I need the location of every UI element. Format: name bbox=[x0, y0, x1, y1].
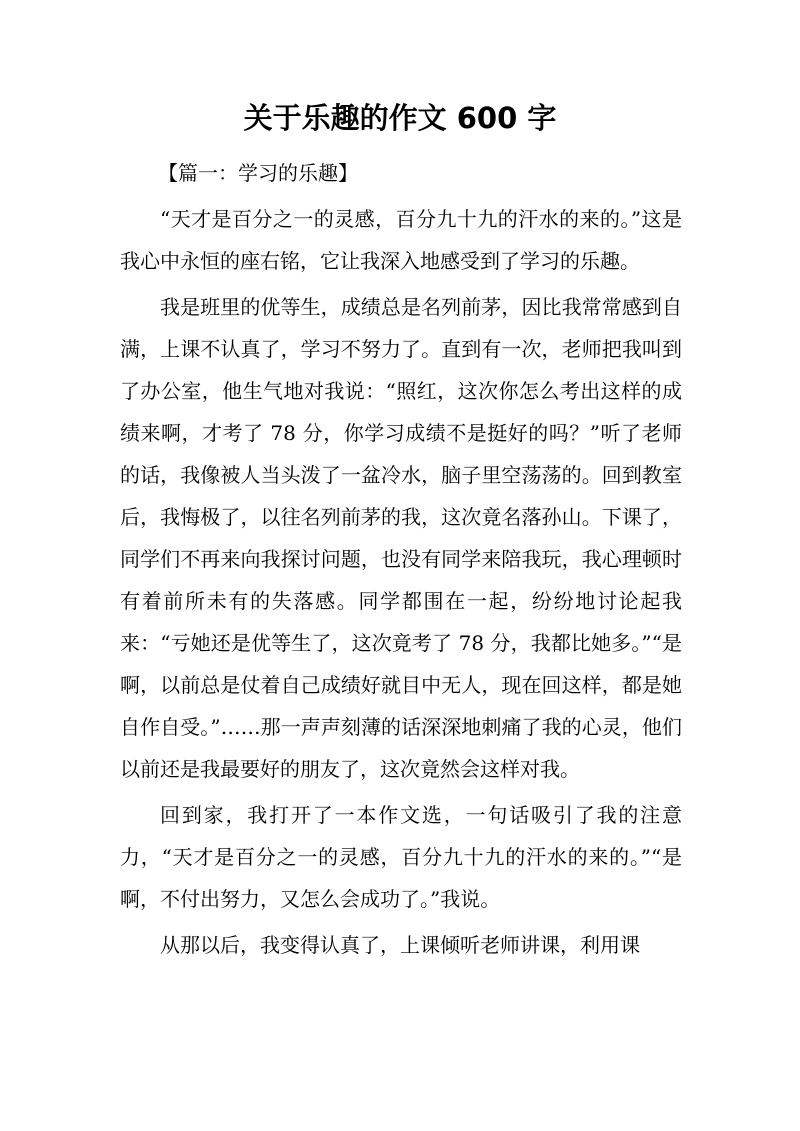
paragraph-3: 回到家，我打开了一本作文选，一句话吸引了我的注意力，“天才是百分之一的灵感，百分九十九的汗水的来的。”“是啊，不付出努力，又怎么会成功了。”我说。 bbox=[120, 803, 682, 911]
paragraph-2: 我是班里的优等生，成绩总是名列前茅，因比我常常感到自满，上课不认真了，学习不努力了。直到有一次，老师把我叫到了办公室，他生气地对我说：“照红，这次你怎么考出这样的成绩来啊，才考了 78 分，你学习成绩不是挺好的吗？”听了老师的话，我像被人当头泼了一盆冷水，脑子里空荡荡的。回到教室后，我悔极了，以往名列前茅的我，这次竟名落孙山。下课了，同学们不再来向我探讨问题，也没有同学来陪我玩，我心理顿时有着前所未有的失落感。同学都围在一起，纷纷地讨论起我来：“亏她还是优等生了，这次竟考了 78 分，我都比她多。”“是啊，以前总是仗着自己成绩好就目中无人，现在回这样，都是她自作自受。”……那一声声刻薄的话深深地刺痛了我的心灵，他们以前还是我最要好的朋友了，这次竟然会这样对我。 bbox=[120, 295, 682, 781]
document-title: 关于乐趣的作文 600 字 bbox=[243, 101, 557, 135]
section-heading: 【篇一：学习的乐趣】 bbox=[158, 161, 358, 185]
paragraph-1: “天才是百分之一的灵感，百分九十九的汗水的来的。”这是我心中永恒的座右铭，它让我深入地感受到了学习的乐趣。 bbox=[120, 207, 682, 273]
paragraph-4: 从那以后，我变得认真了，上课倾听老师讲课，利用课 bbox=[160, 933, 640, 957]
document-body bbox=[120, 152, 682, 966]
